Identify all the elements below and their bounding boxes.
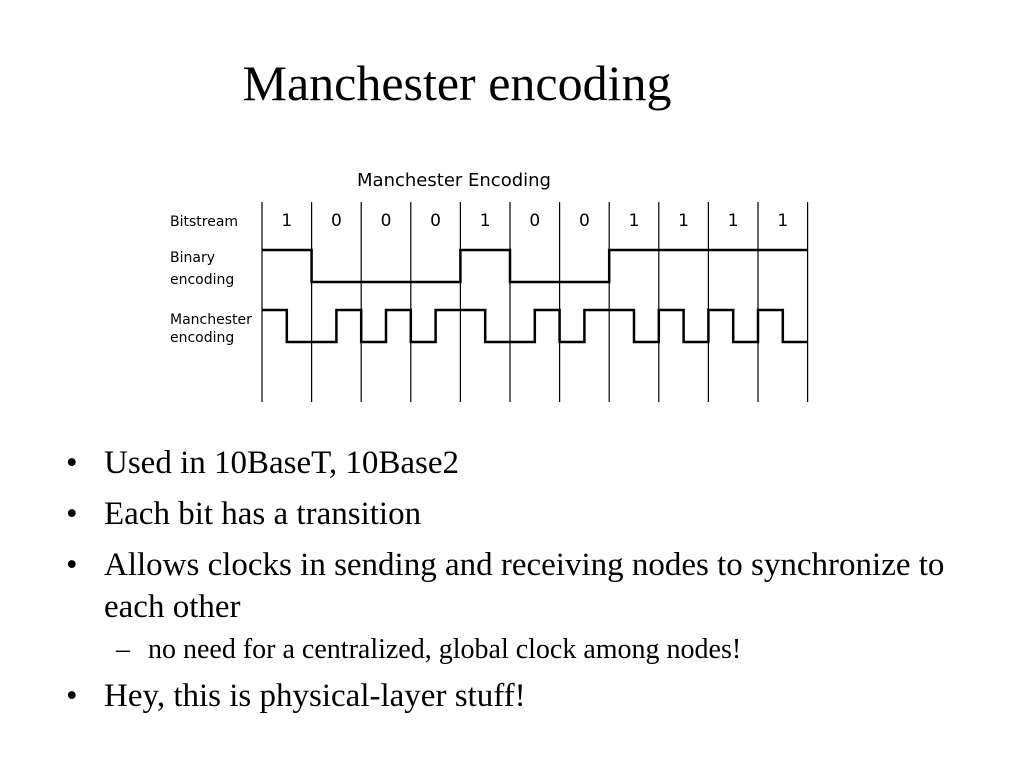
bit-value-label: 0 <box>529 211 541 231</box>
label-binary-line1: Binary <box>170 250 215 266</box>
bullet-text: Used in 10BaseT, 10Base2 <box>104 445 459 481</box>
sub-bullet-text: no need for a centralized, global clock among nodes! <box>148 634 742 665</box>
bullet-marker: • <box>66 445 78 481</box>
bullet-text: Each bit has a transition <box>104 496 422 532</box>
manchester-encoding-waveform <box>262 310 808 342</box>
figure-title: Manchester Encoding <box>357 170 551 191</box>
label-manchester-line2: encoding <box>170 330 235 346</box>
sub-bullet-item <box>60 633 960 667</box>
bit-value-label: 1 <box>678 211 690 231</box>
manchester-encoding-figure <box>164 164 824 406</box>
bit-value-label: 1 <box>727 211 739 231</box>
binary-encoding-waveform <box>262 250 808 282</box>
bit-value-label: 0 <box>578 211 590 231</box>
bullet-text: Hey, this is physical-layer stuff! <box>104 678 526 714</box>
dash-marker: – <box>116 634 130 665</box>
bit-value-label: 1 <box>479 211 491 231</box>
bullet-marker: • <box>66 678 78 714</box>
bit-value-label: 0 <box>380 211 392 231</box>
bullet-text: Allows clocks in sending and receiving nodes to synchronize to each other <box>104 547 945 625</box>
bullet-item <box>60 493 960 535</box>
bullet-item <box>60 442 960 484</box>
bullet-item <box>60 675 960 717</box>
bit-value-label: 0 <box>330 211 342 231</box>
label-manchester-line1: Manchester <box>170 312 252 328</box>
bit-value-label: 1 <box>628 211 640 231</box>
bullet-marker: • <box>66 547 78 583</box>
bit-value-label: 1 <box>777 211 789 231</box>
label-bitstream: Bitstream <box>170 214 239 230</box>
bullet-item <box>60 544 960 628</box>
bullet-marker: • <box>66 496 78 532</box>
bit-value-label: 0 <box>430 211 442 231</box>
bit-value-label: 1 <box>281 211 293 231</box>
label-binary-line2: encoding <box>170 272 235 288</box>
slide-title: Manchester encoding <box>242 55 672 111</box>
bullet-list <box>60 442 960 726</box>
